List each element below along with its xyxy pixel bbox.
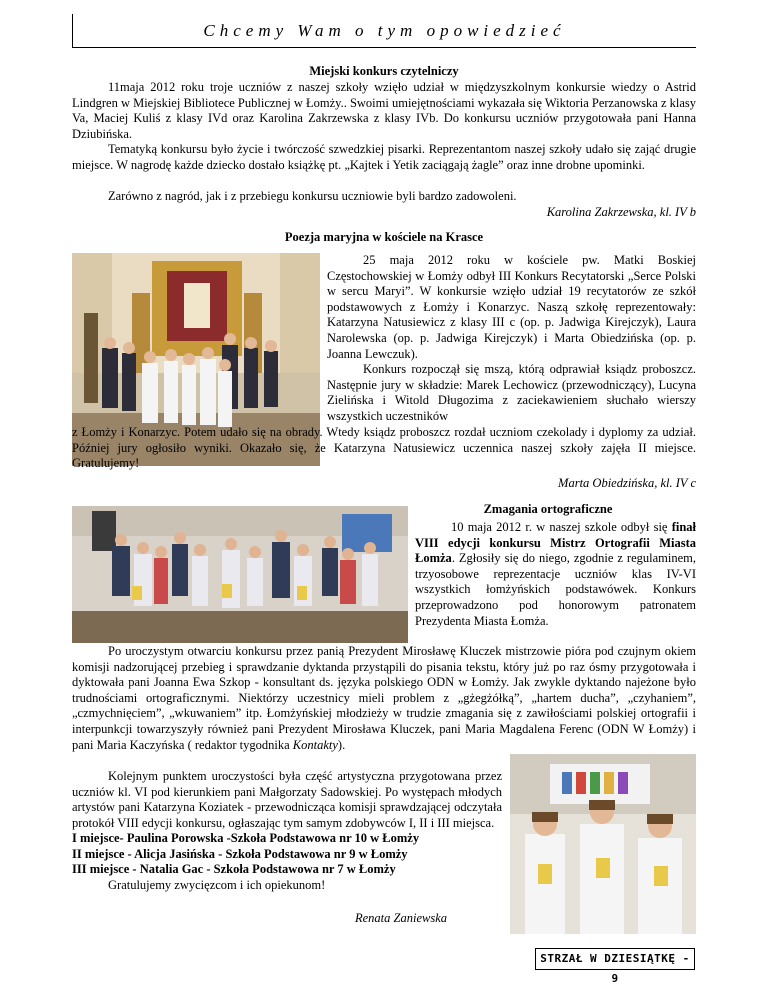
page-header <box>72 14 696 48</box>
section3-signature: Renata Zaniewska <box>355 911 448 925</box>
section3-p1-bold: finał VIII edycji konkursu Mistrz Ortografii Miasta Łomża <box>415 520 696 566</box>
section3-p1-end: . Zgłosiły się do niego, zgodnie z regulaminem, trzyosobowe reprezentacje uczniów klas IV-VI wszystkich łomżyńskich podstawówek. Konkurs przeprowadzono pod honorowym patronatem Prezydenta Miasta Łomża. <box>415 551 696 628</box>
section2-paragraph-2: Konkurs rozpoczął się mszą, którą odprawiał ksiądz proboszcz. Następnie jury w składzie: Marek Lechowicz (przewodniczący), Lucyna Zielińska i Witold Długozima z zaciekawieniem słuchało wierszy wszystkich uczestników <box>327 362 696 423</box>
section3-p2-italic: Kontakty <box>292 737 338 752</box>
section3-paragraph-2 <box>72 644 696 753</box>
section1-paragraph-1: 11maja 2012 roku troje uczniów z naszej szkoły wzięło udział w międzyszkolnym konkursie wiedzy o Astrid Lindgren w Miejskiej Bibliotece Publicznej w Łomży.. Swoimi umiejętnościami wykazała się Wiktoria Perzanowska z klasy Va, Maciej Kuliś z klasy IVd oraz Karolina Zakrzewska z klasy IVb. Do konkursu uczniów przygotowała pani Hanna Dziubińska. <box>72 80 696 141</box>
section1-title: Miejski konkurs czytelniczy <box>309 64 459 78</box>
winner-second-place: II miejsce - Alicja Jasińska - Szkoła Podstawowa nr 9 w Łomży <box>72 846 408 861</box>
section1-signature: Karolina Zakrzewska, kl. IV b <box>546 205 696 219</box>
section3-closing: Gratulujemy zwycięzcom i ich opiekunom! <box>108 878 326 892</box>
winner-third-place: III miejsce - Natalia Gac - Szkoła Podstawowa nr 7 w Łomży <box>72 862 396 877</box>
section3-title: Zmagania ortograficzne <box>483 502 613 516</box>
winner-first-place: I miejsce- Paulina Porowska -Szkoła Podstawowa nr 10 w Łomży <box>72 831 420 845</box>
spelling-contest-photo <box>72 506 408 643</box>
section1-paragraph-2: Tematyką konkursu było życie i twórczość szwedzkiej pisarki. Reprezentantom naszej szkoły udało się zająć drugie miejsce. W nagrodę każde dziecko dostało książkę pt. „Kajtek i Yetik zaciągają żagle” oraz inne drobne upominki. <box>72 142 696 172</box>
section3-p1-start: 10 maja 2012 r. w naszej szkole odbył się <box>451 520 672 534</box>
winners-photo <box>510 754 696 934</box>
header-title: Chcemy Wam o tym opowiedzieć <box>203 21 566 40</box>
winners-list <box>72 831 512 878</box>
section2-title: Poezja maryjna w kościele na Krasce <box>284 230 484 244</box>
section1-paragraph-3: Zarówno z nagród, jak i z przebiegu konkursu uczniowie byli bardzo zadowoleni. <box>108 189 517 203</box>
section3-p2-end: ). <box>337 737 346 752</box>
section2-signature: Marta Obiedzińska, kl. IV c <box>558 476 696 490</box>
section3-paragraph-1 <box>415 520 696 629</box>
section2-paragraph-3: z Łomży i Konarzyc. Potem udało się na obrady. Wtedy ksiądz proboszcz rozdał uczniom czekolady i dyplomy za udział. Później jury ogłosiło wyniki. Okazało się, że Katarzyna Natusiewicz uczennica naszej szkoły zajęła II miejsce. Gratulujemy! <box>72 425 696 471</box>
section2-paragraph-1: 25 maja 2012 roku w kościele pw. Matki Boskiej Częstochowskiej w Łomży odbył III Konkurs Recytatorski „Serce Polski w sercu Maryi”. W konkursie wzięło udział 19 recytatorów ze szkół podstawowych z Łomży i Konarzyc. Naszą szkołę reprezentowały: Katarzyna Natusiewicz z klasy III c (op. p. Jadwiga Kirejczyk), Laura Narolewska (op. p. Jadwiga Kirejczyk) i Marta Obiedzińska (op. p. Joanna Lewczuk). <box>327 253 696 361</box>
section3-p2-start: Po uroczystym otwarciu konkursu przez panią Prezydent Mirosławę Kluczek mistrzowie pióra pod czujnym okiem komisji nadzorującej przebieg i sprawdzanie dyktanda przystąpili do pisania tekstu, który już po raz ósmy przygotowała i dyktowała pani Joanna Ewa Szkop - konsultant ds. języka polskiego ODN w Łomży. Jak zwykle dyktando najeżone było trudnościami ortograficznymi. Niektórzy uczestnicy mieli problem z „gżegżółką”, „hartem ducha”, „czyhaniem”, „czmychnięciem”, „wkuwaniem” itp. Łomżyńskiej młodzieży w trudzie zmagania się z zawiłościami polskiej ortografii i interpunkcji towarzyszyły również pani Prezydent Mirosława Kluczek, pani Maria Magdalena Ferenc (ODN W Łomży) i pani Maria Kaczyńska ( redaktor tygodnika <box>72 644 696 752</box>
footer-page-badge: STRZAŁ W DZIESIĄTKĘ - 9 <box>535 948 695 970</box>
section3-paragraph-3: Kolejnym punktem uroczystości była część artystyczna przygotowana przez uczniów kl. VI pod kierunkiem pani Małgorzaty Sadowskiej. Po występach młodych artystów pani Katarzyna Koziatek - przewodnicząca komisji sprawdzającej odczytała protokół VIII edycji konkursu, ogłaszając tym samym zdobywców I, II i III miejsca. <box>72 769 502 830</box>
